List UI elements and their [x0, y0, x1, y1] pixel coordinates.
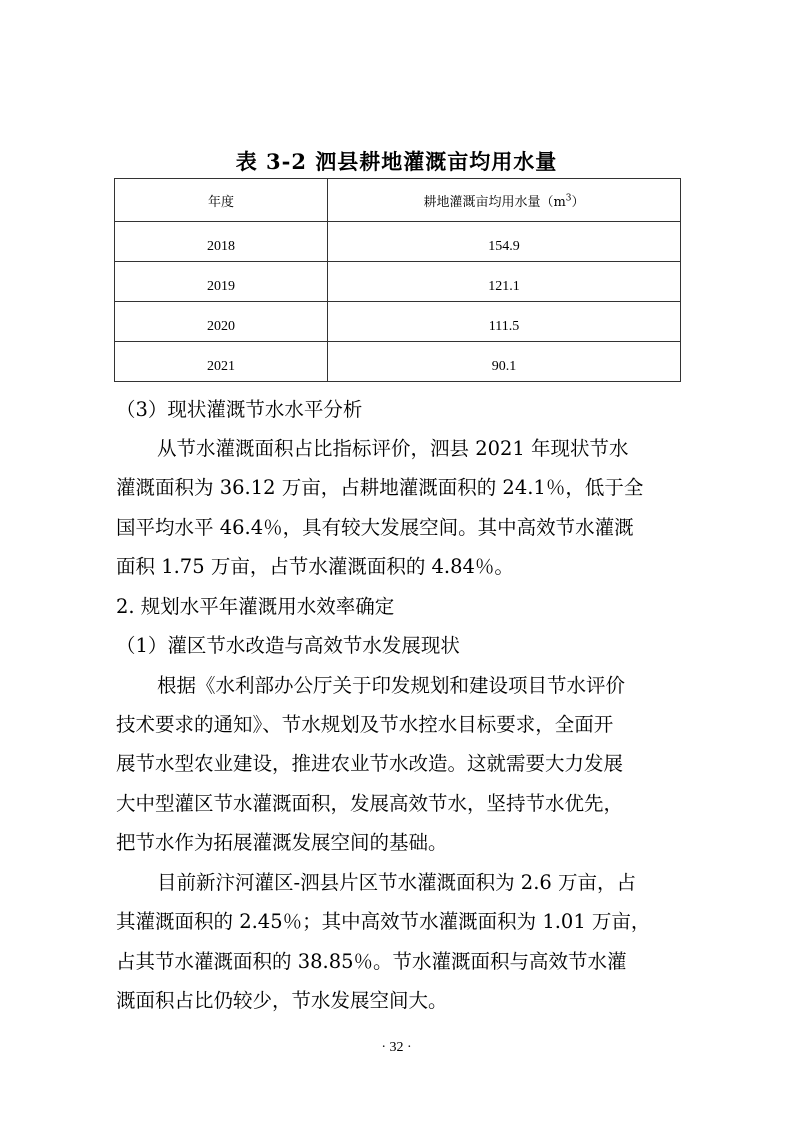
paragraph-line: 把节水作为拓展灌溉发展空间的基础。 [116, 831, 448, 854]
table-row [115, 262, 681, 302]
paragraph-line: 溉面积占比仍较少，节水发展空间大。 [116, 989, 448, 1012]
paragraph-line: 面积 1.75 万亩，占节水灌溉面积的 4.84％。 [116, 555, 514, 578]
table-header-row [115, 179, 681, 222]
paragraph-line: 灌溉面积为 36.12 万亩，占耕地灌溉面积的 24.1％，低于全 [116, 476, 644, 499]
page-number: · 32 · [381, 1040, 412, 1055]
paragraph-line: 根据《水利部办公厅关于印发规划和建设项目节水评价 [157, 674, 626, 697]
paragraph-line: 从节水灌溉面积占比指标评价，泗县 2021 年现状节水 [157, 437, 629, 460]
paragraph-line: 技术要求的通知》、节水规划及节水控水目标要求，全面开 [116, 713, 614, 736]
paragraph-line: 大中型灌区节水灌溉面积，发展高效节水，坚持节水优先， [116, 792, 624, 815]
table-title: 表 3-2 泗县耕地灌溉亩均用水量 [235, 149, 558, 174]
section-heading-2: 2. 规划水平年灌溉用水效率确定 [116, 595, 395, 618]
paragraph-line: 国平均水平 46.4％，具有较大发展空间。其中高效节水灌溉 [116, 516, 634, 539]
row-value: 111.5 [328, 302, 681, 342]
paragraph-line: 展节水型农业建设，推进农业节水改造。这就需要大力发展 [116, 752, 624, 775]
row-value: 90.1 [328, 342, 681, 382]
header-water-use [328, 179, 681, 222]
paragraph-line: 目前新汴河灌区-泗县片区节水灌溉面积为 2.6 万亩，占 [157, 871, 636, 894]
section-heading-3: （3）现状灌溉节水水平分析 [116, 398, 363, 421]
table-row [115, 222, 681, 262]
row-year: 2021 [115, 342, 328, 382]
paragraph-line: 其灌溉面积的 2.45％；其中高效节水灌溉面积为 1.01 万亩， [116, 910, 651, 933]
row-year: 2018 [115, 222, 328, 262]
table-row [115, 302, 681, 342]
row-value: 121.1 [328, 262, 681, 302]
header-year: 年度 [115, 179, 328, 222]
water-use-table [114, 178, 681, 382]
header-water-use-sup: 3 [565, 193, 572, 204]
row-year: 2019 [115, 262, 328, 302]
table-row [115, 342, 681, 382]
paragraph-line: 占其节水灌溉面积的 38.85％。节水灌溉面积与高效节水灌 [116, 950, 627, 973]
row-year: 2020 [115, 302, 328, 342]
header-water-use-prefix: 耕地灌溉亩均用水量（m [423, 194, 566, 210]
row-value: 154.9 [328, 222, 681, 262]
header-water-use-suffix: ） [571, 194, 585, 210]
section-heading-1: （1）灌区节水改造与高效节水发展现状 [116, 634, 460, 657]
